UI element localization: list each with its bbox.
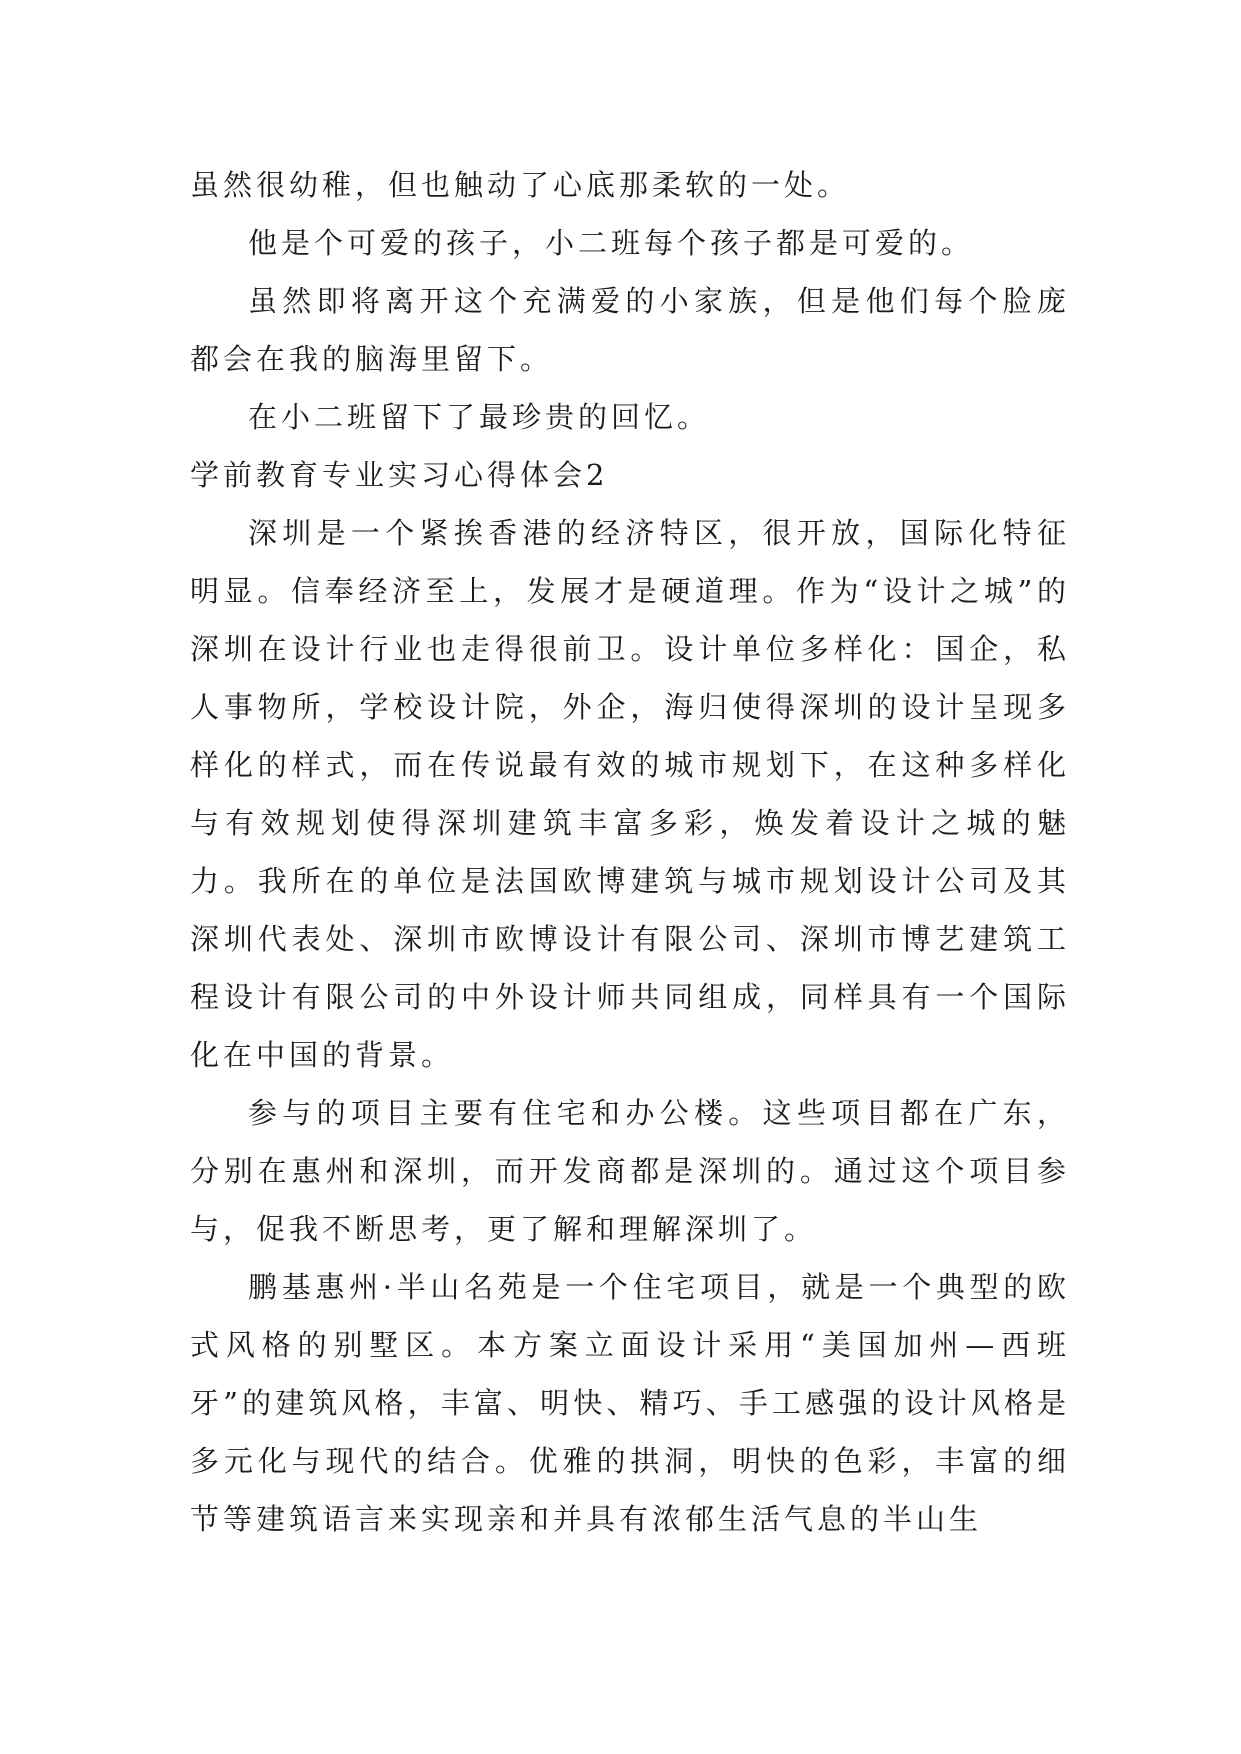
paragraph-1: 虽然很幼稚，但也触动了心底那柔软的一处。 bbox=[190, 168, 851, 202]
section-paragraph-1: 深圳是一个紧挨香港的经济特区，很开放，国际化特征明显。信奉经济至上，发展才是硬道理。作为“设计之城”的深圳在设计行业也走得很前卫。设计单位多样化：国企，私人事物所，学校设计院，外企，海归使得深圳的设计呈现多样化的样式，而在传说最有效的城市规划下，在这种多样化与有效规划使得深圳建筑丰富多彩，焕发着设计之城的魅力。我所在的单位是法国欧博建筑与城市规划设计公司及其深圳代表处、深圳市欧博设计有限公司、深圳市博艺建筑工程设计有限公司的中外设计师共同组成，同样具有一个国际化在中国的背景。 bbox=[190, 516, 1070, 1072]
paragraph-3: 虽然即将离开这个充满爱的小家族，但是他们每个脸庞都会在我的脑海里留下。 bbox=[190, 284, 1070, 376]
section-paragraph-3: 鹏基惠州·半山名苑是一个住宅项目，就是一个典型的欧式风格的别墅区。本方案立面设计采用“美国加州—西班牙”的建筑风格，丰富、明快、精巧、手工感强的设计风格是多元化与现代的结合。优雅的拱洞，明快的色彩，丰富的细节等建筑语言来实现亲和并具有浓郁生活气息的半山生 bbox=[190, 1270, 1070, 1536]
document-body bbox=[190, 156, 1070, 1548]
section-title: 学前教育专业实习心得体会2 bbox=[190, 458, 609, 492]
paragraph-2: 他是个可爱的孩子，小二班每个孩子都是可爱的。 bbox=[248, 226, 975, 260]
paragraph-4: 在小二班留下了最珍贵的回忆。 bbox=[248, 400, 711, 434]
section-paragraph-2: 参与的项目主要有住宅和办公楼。这些项目都在广东，分别在惠州和深圳，而开发商都是深圳的。通过这个项目参与，促我不断思考，更了解和理解深圳了。 bbox=[190, 1096, 1070, 1246]
